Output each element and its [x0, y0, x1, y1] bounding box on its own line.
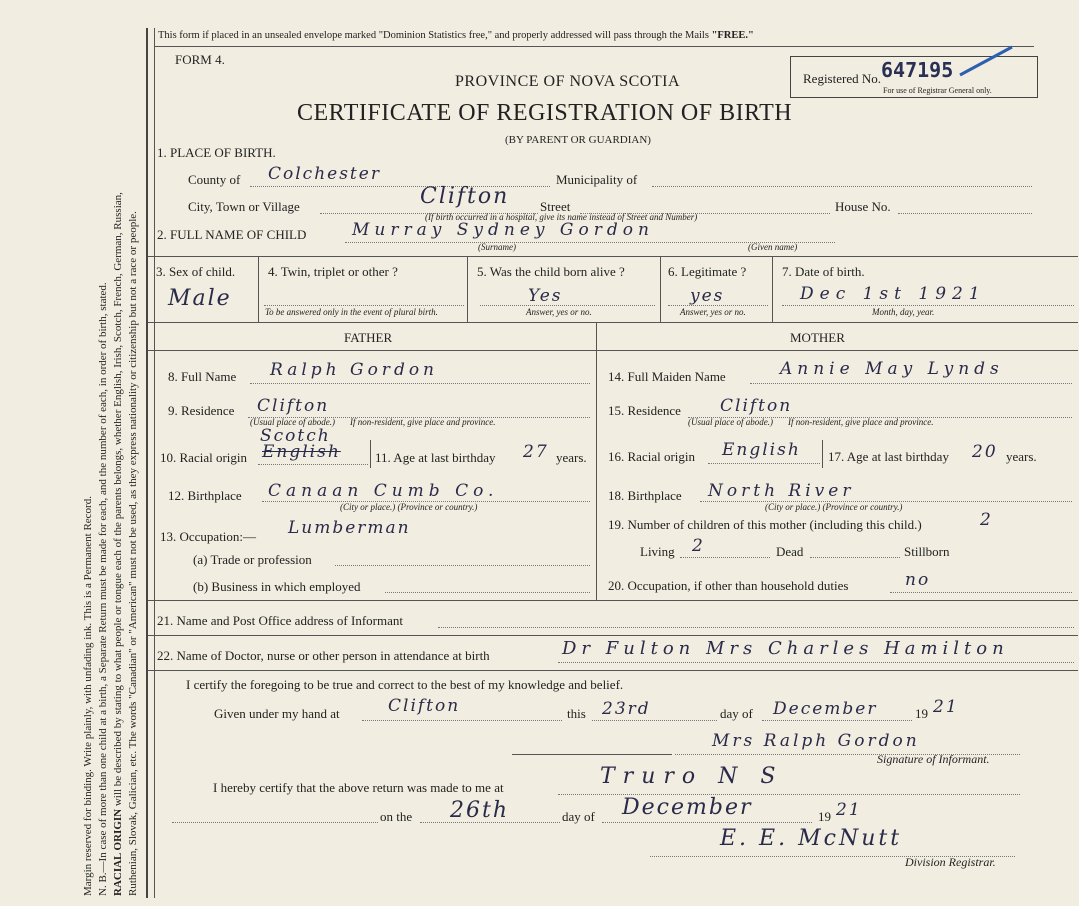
hospital-note: (If birth occurred in a hospital, give its name instead of Street and Number)	[425, 212, 698, 222]
return-text: I hereby certify that the above return was made to me at	[213, 780, 504, 795]
row-3-div-3	[660, 256, 661, 322]
living-value: 2	[692, 536, 705, 556]
mother-racial-div	[822, 440, 823, 468]
given-day-value: 23rd	[602, 699, 651, 719]
dob-label: 7. Date of birth.	[782, 264, 865, 279]
certify-text: I certify the foregoing to be true and correct to the best of my knowledge and belief.	[186, 677, 624, 692]
father-racial-crossed: English	[262, 442, 341, 462]
father-age-label: 11. Age at last birthday	[375, 450, 496, 465]
sex-label: 3. Sex of child.	[156, 264, 236, 279]
house-label: House No.	[835, 199, 891, 214]
street-label: Street	[540, 199, 571, 214]
father-trade-line	[335, 565, 590, 566]
margin-note-racial-origin: RACIAL ORIGIN will be described by stating to what people or tongue each of the parents belongs, whether English, Irish, Scotch, French, German, Russian,	[112, 192, 124, 896]
alive-value: Yes	[528, 286, 563, 306]
mail-note: This form if placed in an unsealed envelope marked "Dominion Statistics free," and properly addressed will pass through the Mails "FREE."	[158, 30, 754, 41]
return-day-of-label: day of	[562, 809, 595, 824]
father-racial-value: Scotch	[260, 426, 331, 446]
stillborn-label: Stillborn	[904, 544, 950, 559]
given-name-label: (Given name)	[748, 242, 798, 252]
alive-line	[480, 305, 655, 306]
father-occupation-label: 13. Occupation:—	[160, 529, 257, 544]
heading-rule	[148, 350, 1078, 351]
header-rule	[154, 46, 1034, 47]
alive-label: 5. Was the child born alive ?	[477, 264, 625, 279]
municipality-label: Municipality of	[556, 172, 638, 187]
day-of-label: day of	[720, 706, 753, 721]
registrar-signature: E. E. McNutt	[720, 826, 903, 851]
check-mark-icon	[956, 43, 1016, 79]
twin-line	[264, 305, 464, 306]
informant-sig-left-rule	[512, 754, 672, 755]
legit-value: yes	[690, 286, 725, 306]
registered-number-box	[790, 56, 1038, 98]
row-22-top	[148, 635, 1078, 636]
certificate-title: CERTIFICATE OF REGISTRATION OF BIRTH	[297, 100, 793, 126]
doctor-value: Dr Fulton Mrs Charles Hamilton	[562, 638, 1009, 659]
row-3-div-2	[467, 256, 468, 322]
father-birthplace-value: Canaan Cumb Co.	[268, 481, 499, 501]
given-month-value: December	[773, 699, 878, 719]
certificate-subtitle: (BY PARENT OR GUARDIAN)	[505, 134, 651, 146]
mother-racial-label: 16. Racial origin	[608, 449, 696, 464]
margin-note-multiple-births: N. B.—In case of more than one child at a birth, a Separate Return must be made for each, and the number of each, in order of birth, stated.	[97, 282, 109, 896]
return-month-value: December	[622, 795, 753, 820]
dob-note: Month, day, year.	[872, 307, 935, 317]
mother-occupation-line	[890, 592, 1072, 593]
mother-name-label: 14. Full Maiden Name	[608, 369, 726, 384]
given-year-value: 21	[933, 697, 959, 717]
this-label: this	[567, 706, 586, 721]
given-place-line	[362, 720, 562, 721]
child-name-label: 2. FULL NAME OF CHILD	[157, 227, 307, 242]
certification-top	[148, 670, 1078, 671]
father-age-value: 27	[523, 442, 549, 462]
registered-number: 647195	[881, 58, 954, 82]
mother-age-value: 20	[972, 442, 998, 462]
dob-value: Dec 1st 1921	[800, 284, 986, 304]
father-abode-note: (Usual place of abode.)	[250, 417, 335, 427]
father-trade-label: (a) Trade or profession	[193, 552, 312, 567]
mother-residence-label: 15. Residence	[608, 403, 681, 418]
father-name-label: 8. Full Name	[168, 369, 237, 384]
form-border-left	[146, 28, 148, 898]
form-number: FORM 4.	[175, 52, 225, 67]
mother-name-line	[750, 383, 1072, 384]
informant-label: 21. Name and Post Office address of Informant	[157, 613, 403, 628]
parents-divider	[596, 322, 597, 600]
mother-birthplace-note: (City or place.) (Province or country.)	[765, 502, 903, 512]
mother-occupation-label: 20. Occupation, if other than household duties	[608, 578, 849, 593]
informant-signature: Mrs Ralph Gordon	[712, 731, 920, 751]
registrar-label: Division Registrar.	[905, 855, 996, 869]
row-3-div-1	[258, 256, 259, 322]
given-day-line	[592, 720, 717, 721]
father-years-label: years.	[556, 450, 587, 465]
father-racial-line	[258, 464, 368, 465]
return-year-value: 21	[836, 800, 862, 820]
surname-label: (Surname)	[478, 242, 516, 252]
father-nonres-note: If non-resident, give place and province.	[350, 417, 496, 427]
father-racial-label: 10. Racial origin	[160, 450, 248, 465]
margin-note-binding: Margin reserved for binding. Write plainly, with unfading ink. This is a Permanent Record.	[82, 496, 94, 896]
given-label: Given under my hand at	[214, 706, 340, 721]
mother-heading: MOTHER	[790, 330, 845, 345]
return-blank-line	[172, 822, 378, 823]
alive-note: Answer, yes or no.	[526, 307, 592, 317]
father-birthplace-label: 12. Birthplace	[168, 488, 242, 503]
row-3-bottom	[148, 322, 1078, 323]
sex-value: Male	[168, 286, 232, 311]
row-3-top	[148, 256, 1078, 257]
dead-label: Dead	[776, 544, 804, 559]
father-business-label: (b) Business in which employed	[193, 579, 361, 594]
legit-label: 6. Legitimate ?	[668, 264, 747, 279]
form-border-inner	[154, 28, 155, 898]
city-value: Clifton	[420, 184, 510, 209]
dob-line	[782, 305, 1074, 306]
mother-birthplace-value: North River	[708, 481, 855, 501]
child-name-value: Murray Sydney Gordon	[352, 220, 654, 240]
mother-birthplace-label: 18. Birthplace	[608, 488, 682, 503]
county-label: County of	[188, 172, 241, 187]
registrar-note: For use of Registrar General only.	[883, 86, 992, 95]
county-value: Colchester	[268, 164, 381, 184]
twin-note: To be answered only in the event of plural birth.	[265, 307, 438, 317]
father-name-line	[250, 383, 590, 384]
father-racial-div	[370, 440, 371, 468]
mother-years-label: years.	[1006, 449, 1037, 464]
registered-label: Registered No.	[803, 71, 881, 86]
doctor-label: 22. Name of Doctor, nurse or other person in attendance at birth	[157, 648, 490, 663]
place-of-birth-heading: 1. PLACE OF BIRTH.	[157, 145, 276, 160]
mother-occupation-value: no	[905, 570, 931, 590]
on-the-label: on the	[380, 809, 413, 824]
mother-name-value: Annie May Lynds	[780, 359, 1004, 379]
mother-racial-line	[708, 463, 820, 464]
return-day-value: 26th	[450, 798, 510, 823]
house-line	[898, 213, 1032, 214]
province-title: PROVINCE OF NOVA SCOTIA	[455, 73, 681, 90]
father-business-line	[385, 592, 590, 593]
return-month-line	[602, 822, 812, 823]
father-residence-value: Clifton	[257, 396, 330, 416]
mother-age-label: 17. Age at last birthday	[828, 449, 949, 464]
father-birthplace-note: (City or place.) (Province or country.)	[340, 502, 478, 512]
father-name-value: Ralph Gordon	[270, 360, 439, 380]
living-line	[680, 557, 770, 558]
given-place-value: Clifton	[388, 696, 461, 716]
mother-children-label: 19. Number of children of this mother (including this child.)	[608, 517, 922, 532]
mother-abode-note: (Usual place of abode.)	[688, 417, 773, 427]
margin-note-racial-origin-2: Ruthenian, Slovak, Galician, etc. The words "Canadian" or "American" must not be used, as they express nationality or citizenship but not a race or people.	[127, 211, 139, 896]
doctor-line	[558, 662, 1074, 663]
municipality-line	[652, 186, 1032, 187]
mother-nonres-note: If non-resident, give place and province.	[788, 417, 934, 427]
dead-line	[810, 557, 900, 558]
informant-line	[438, 627, 1074, 628]
row-21-top	[148, 600, 1078, 601]
twin-label: 4. Twin, triplet or other ?	[268, 264, 398, 279]
row-3-div-4	[772, 256, 773, 322]
given-year-prefix: 19	[915, 706, 928, 721]
mother-children-value: 2	[980, 510, 993, 530]
legit-note: Answer, yes or no.	[680, 307, 746, 317]
return-year-prefix: 19	[818, 809, 831, 824]
living-label: Living	[640, 544, 675, 559]
informant-signature-label: Signature of Informant.	[877, 752, 990, 766]
given-month-line	[762, 720, 912, 721]
return-place-value: Truro N S	[600, 764, 784, 789]
father-residence-label: 9. Residence	[168, 403, 235, 418]
mother-residence-value: Clifton	[720, 396, 793, 416]
city-label: City, Town or Village	[188, 199, 300, 214]
mother-racial-value: English	[722, 440, 801, 460]
father-occupation-value: Lumberman	[288, 518, 411, 538]
father-heading: FATHER	[344, 330, 393, 345]
